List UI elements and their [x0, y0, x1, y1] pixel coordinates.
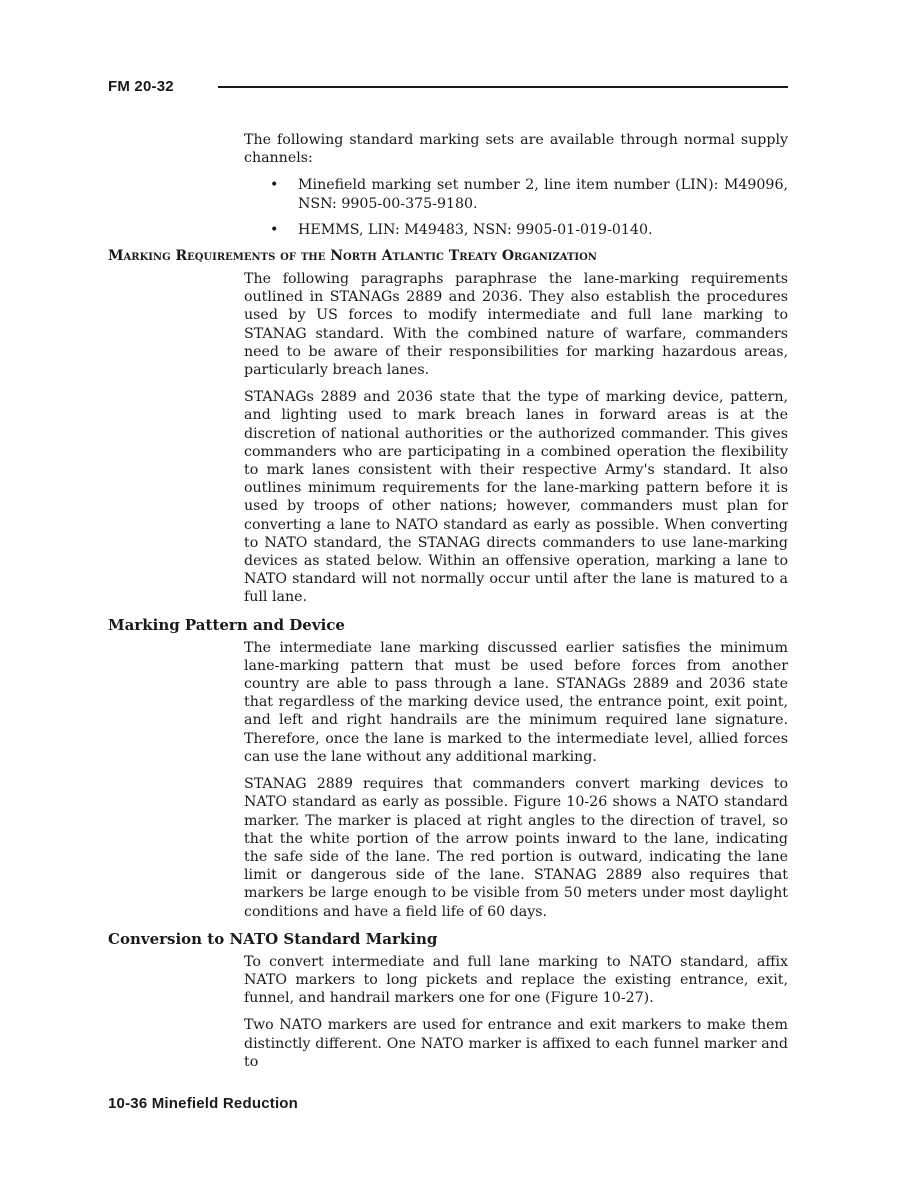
header-rule — [218, 86, 788, 88]
list-item — [270, 221, 788, 239]
list-item — [270, 176, 788, 212]
body-paragraph: STANAGs 2889 and 2036 state that the type of marking device, pattern, and lighting used to mark breach lanes in forward areas is at the discretion of national authorities or the authorized commander. This gives commanders who are participating in a combined operation the flexibility to mark lanes consistent with their respective Army's standard. It also outlines minimum requirements for the lane-marking pattern before it is used by troops of other nations; however, commanders must plan for converting a lane to NATO standard as early as possible. When converting to NATO standard, the STANAG directs commanders to use lane-marking devices as stated below. Within an offensive operation, marking a lane to NATO standard will not normally occur until after the lane is matured to a full lane. — [244, 389, 788, 606]
running-footer: 10-36 Minefield Reduction — [108, 1095, 299, 1112]
body-paragraph: Two NATO markers are used for entrance and exit markers to make them distinctly different. One NATO marker is affixed to each funnel marker and to — [244, 1017, 788, 1070]
body-paragraph: STANAG 2889 requires that commanders convert marking devices to NATO standard as early as possible. Figure 10-26 shows a NATO standard marker. The marker is placed at right angles to the direction of travel, so that the white portion of the arrow points inward to the lane, indicating the safe side of the lane. The red portion is outward, indicating the lane limit or dangerous side of the lane. STANAG 2889 also requires that markers be large enough to be visible from 50 meters under most daylight conditions and have a field life of 60 days. — [244, 776, 788, 920]
section-heading-marking-pattern: Marking Pattern and Device — [108, 615, 345, 634]
bullet-icon: • — [270, 177, 279, 194]
bullet-icon: • — [270, 221, 279, 238]
section-heading-nato-requirements: Marking Requirements of the North Atlantic Treaty Organization — [108, 248, 597, 265]
body-paragraph: To convert intermediate and full lane marking to NATO standard, affix NATO markers to long pickets and replace the existing entrance, exit, funnel, and handrail markers one for one (Figure 10-27). — [244, 953, 788, 1007]
section-heading-conversion: Conversion to NATO Standard Marking — [108, 929, 438, 948]
body-paragraph: The intermediate lane marking discussed earlier satisfies the minimum lane-marking pattern that must be used before forces from another country are able to pass through a lane. STANAGs 2889 and 2036 state that regardless of the marking device used, the entrance point, exit point, and left and right handrails are the minimum required lane signature. Therefore, once the lane is marked to the intermediate level, allied forces can use the lane without any additional marking. — [244, 639, 788, 765]
running-header: FM 20-32 — [108, 78, 174, 95]
supply-sets-list — [270, 176, 788, 239]
page-body — [108, 131, 788, 1080]
list-item-text: Minefield marking set number 2, line item number (LIN): M49096, NSN: 9905-00-375-9180. — [298, 177, 788, 212]
list-item-text: HEMMS, LIN: M49483, NSN: 9905-01-019-0140. — [298, 221, 653, 238]
intro-paragraph: The following standard marking sets are available through normal supply channels: — [244, 132, 788, 167]
body-paragraph: The following paragraphs paraphrase the lane-marking requirements outlined in STANAGs 2889 and 2036. They also establish the procedures used by US forces to modify intermediate and full lane marking to STANAG standard. With the combined nature of warfare, commanders need to be aware of their responsibilities for marking hazardous areas, particularly breach lanes. — [244, 271, 788, 379]
